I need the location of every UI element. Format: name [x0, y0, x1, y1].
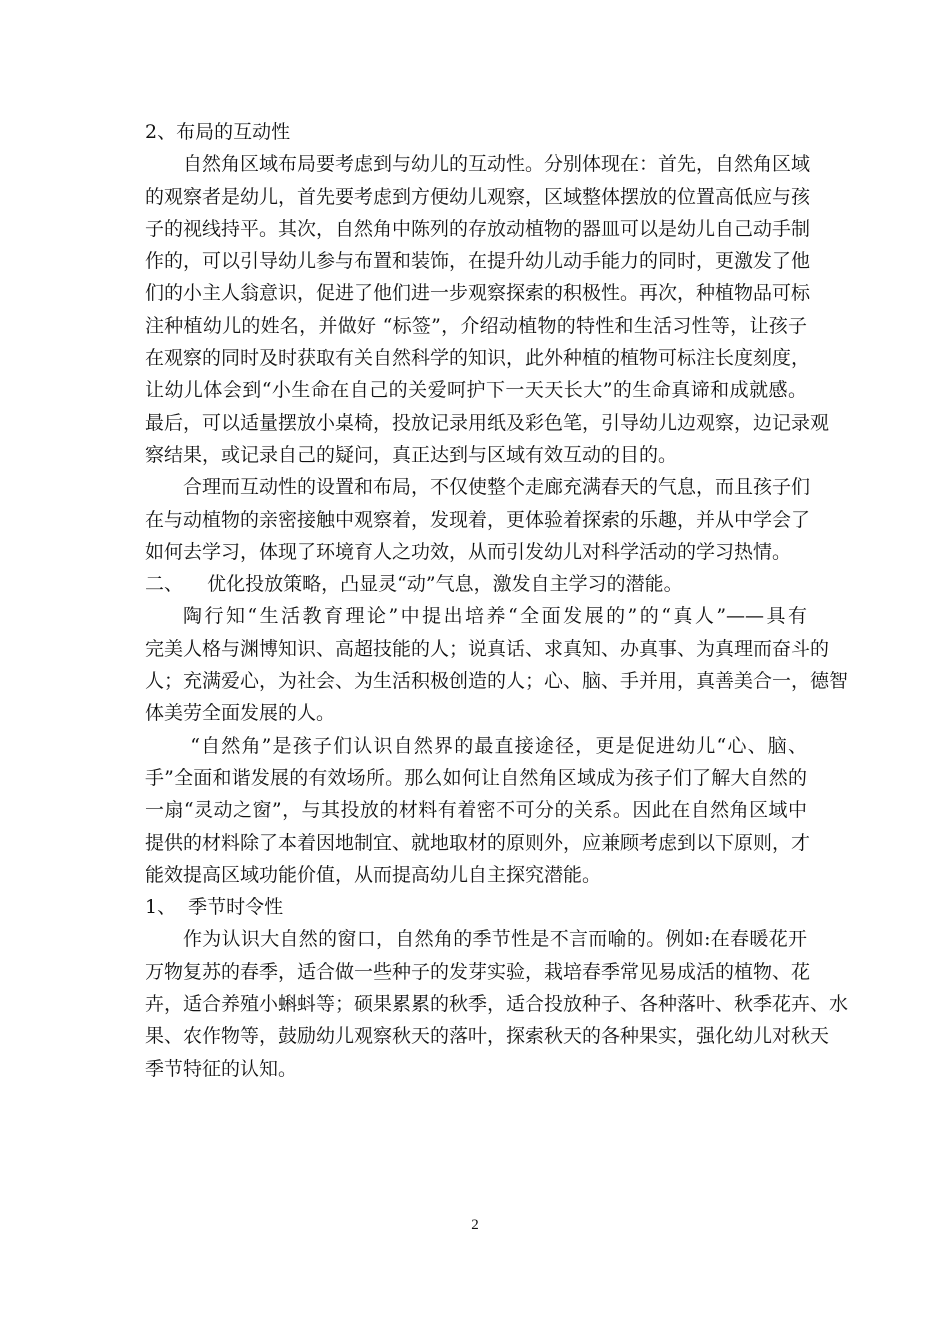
paragraph-line: 手”全面和谐发展的有效场所。那么如何让自然角区域成为孩子们了解大自然的	[145, 766, 807, 789]
paragraph	[145, 600, 849, 729]
paragraph-line: 万物复苏的春季，适合做一些种子的发芽实验，栽培春季常见易成活的植物、花	[145, 960, 811, 983]
paragraph-line: 注种植幼儿的姓名，并做好 “标签”，介绍动植物的特性和生活习性等，让孩子	[145, 314, 807, 337]
paragraph-line: 人；充满爱心，为社会、为生活积极创造的人；心、脑、手并用，真善美合一，德智	[145, 670, 849, 693]
section-heading	[145, 568, 807, 600]
paragraph-line: 提供的材料除了本着因地制宜、就地取材的原则外，应兼顾考虑到以下原则，才	[145, 831, 811, 854]
document-page	[145, 116, 849, 1085]
paragraph-line: 卉，适合养殖小蝌蚪等；硕果累累的秋季，适合投放种子、各种落叶、秋季花卉、水	[145, 993, 849, 1016]
page-number: 2	[471, 1217, 479, 1233]
paragraph-line: 能效提高区域功能价值，从而提高幼儿自主探究潜能。	[145, 863, 602, 886]
paragraph-line: 自然角区域布局要考虑到与幼儿的互动性。分别体现在：首先，自然角区域	[183, 153, 811, 176]
section-heading	[145, 891, 807, 923]
paragraph	[145, 148, 830, 471]
paragraph-line: 让幼儿体会到“小生命在自己的关爱呵护下一天天长大”的生命真谛和成就感。	[145, 379, 807, 402]
paragraph-line: “自然角”是孩子们认识自然界的最直接途径，更是促进幼儿“心、脑、	[183, 734, 807, 757]
paragraph-line: 作为认识大自然的窗口，自然角的季节性是不言而喻的。例如:在春暖花开	[183, 928, 807, 951]
paragraph-line: 作的，可以引导幼儿参与布置和装饰，在提升幼儿动手能力的同时，更激发了他	[145, 250, 811, 273]
paragraph-line: 在与动植物的亲密接触中观察着，发现着，更体验着探索的乐趣，并从中学会了	[145, 508, 811, 531]
paragraph-line: 在观察的同时及时获取有关自然科学的知识，此外种植的植物可标注长度刻度，	[145, 347, 811, 370]
paragraph	[145, 730, 811, 891]
paragraph-line: 如何去学习，体现了环境育人之功效，从而引发幼儿对科学活动的学习热情。	[145, 540, 792, 563]
paragraph	[145, 471, 811, 568]
heading-text: 二、 优化投放策略，凸显灵“动”气息，激发自主学习的潜能。	[145, 573, 683, 596]
paragraph-line: 最后，可以适量摆放小桌椅，投放记录用纸及彩色笔，引导幼儿边观察，边记录观	[145, 411, 830, 434]
paragraph-line: 陶行知“生活教育理论”中提出培养“全面发展的”的“真人”——具有	[183, 605, 807, 628]
heading-text: 1、 季节时令性	[145, 896, 284, 919]
section-heading	[145, 116, 807, 148]
paragraph-line: 果、农作物等，鼓励幼儿观察秋天的落叶，探索秋天的各种果实，强化幼儿对秋天	[145, 1025, 830, 1048]
paragraph	[145, 923, 849, 1084]
paragraph-line: 体美劳全面发展的人。	[145, 702, 336, 725]
paragraph-line: 完美人格与渊博知识、高超技能的人；说真话、求真知、办真事、为真理而奋斗的	[145, 637, 830, 660]
paragraph-line: 季节特征的认知。	[145, 1057, 298, 1080]
paragraph-line: 合理而互动性的设置和布局，不仅使整个走廊充满春天的气息，而且孩子们	[183, 476, 811, 499]
paragraph-line: 们的小主人翁意识，促进了他们进一步观察探索的积极性。再次，种植物品可标	[145, 282, 811, 305]
paragraph-line: 察结果，或记录自己的疑问，真正达到与区域有效互动的目的。	[145, 443, 678, 466]
heading-text: 2、布局的互动性	[145, 121, 291, 143]
paragraph-line: 的观察者是幼儿，首先要考虑到方便幼儿观察，区域整体摆放的位置高低应与孩	[145, 185, 811, 208]
paragraph-line: 子的视线持平。其次，自然角中陈列的存放动植物的器皿可以是幼儿自己动手制	[145, 217, 811, 240]
paragraph-line: 一扇“灵动之窗”，与其投放的材料有着密不可分的关系。因此在自然角区域中	[145, 799, 807, 822]
